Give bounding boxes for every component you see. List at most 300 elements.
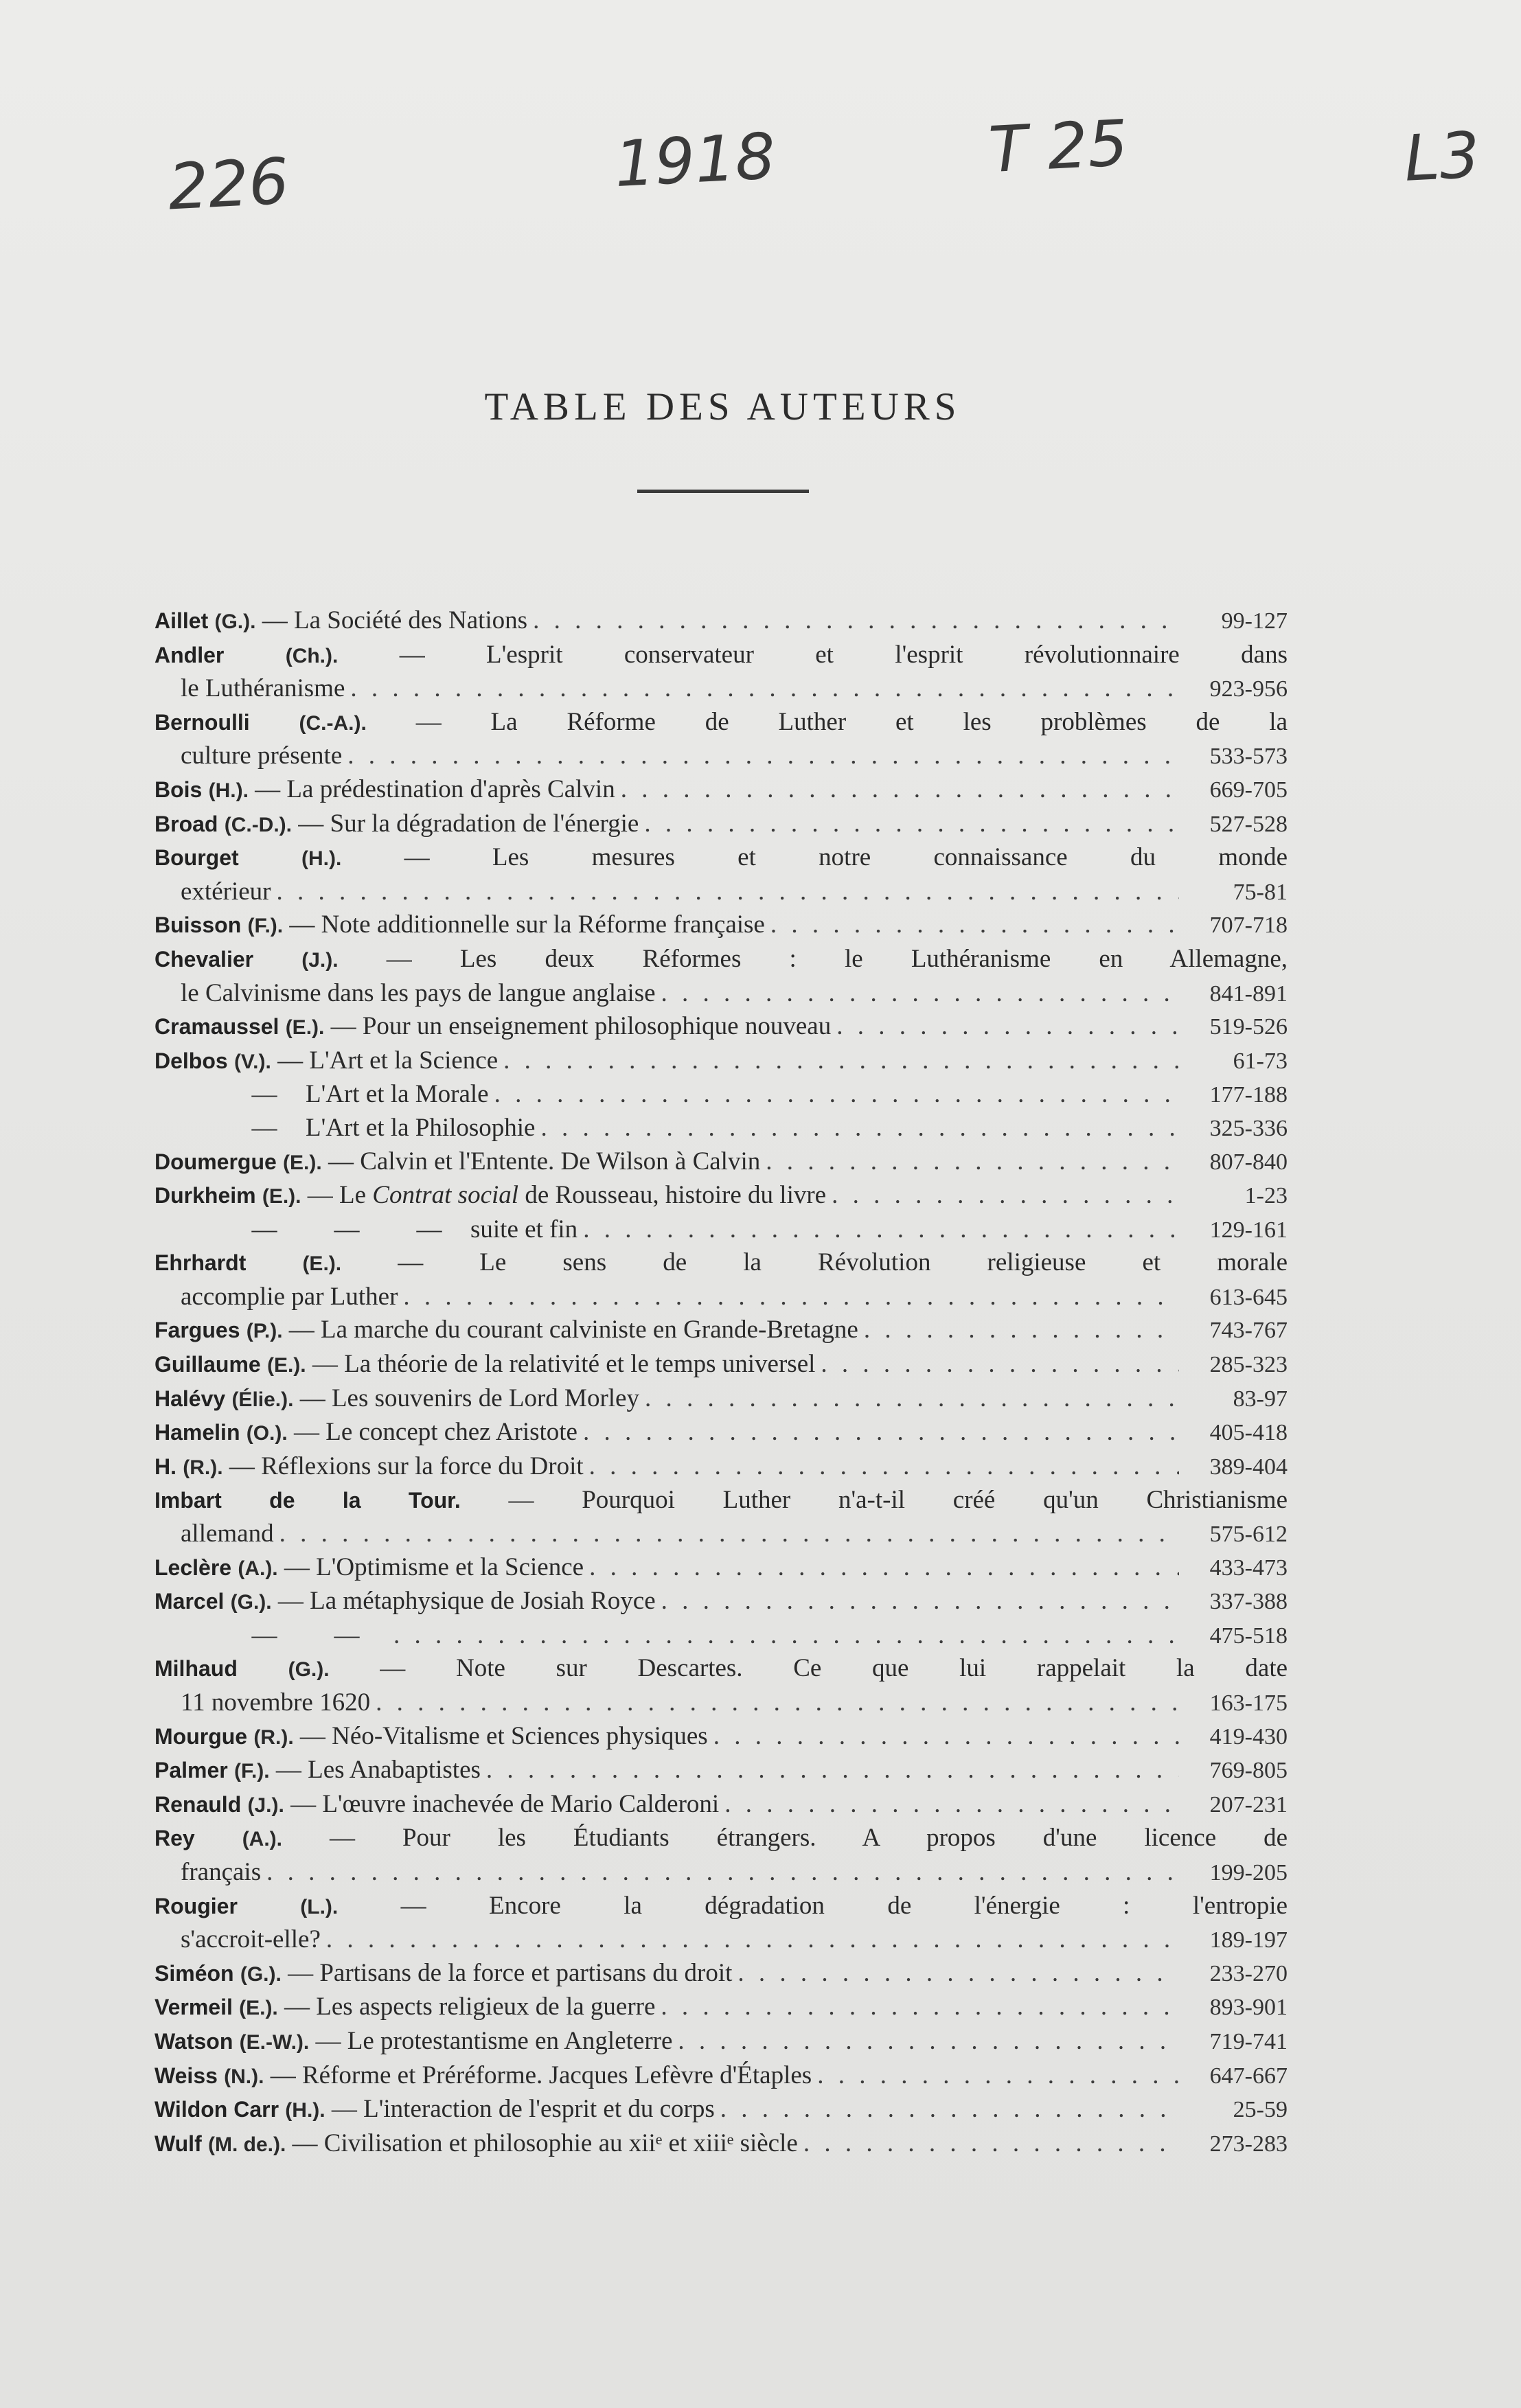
author-name: Delbos: [155, 1048, 228, 1073]
entry-line: [155, 1450, 1288, 1484]
work-title-cont: culture présente: [181, 742, 343, 770]
entry-text: [155, 1112, 535, 1145]
author-initials: (O.).: [246, 1422, 288, 1445]
page-range: 769-805: [1209, 1758, 1288, 1784]
work-title: — La théorie de la relativité et le temps universel: [312, 1350, 816, 1379]
leader-dots: [621, 773, 1179, 806]
entry-text: [155, 1652, 1288, 1686]
index-entry: [155, 1348, 1288, 1382]
index-entry: [155, 1246, 1288, 1314]
index-entry: [155, 1991, 1288, 2025]
author-name: Durkheim: [155, 1183, 256, 1208]
page-range: 1-23: [1244, 1183, 1288, 1209]
leader-dots: [486, 1754, 1179, 1787]
entry-text: [155, 1145, 760, 1180]
author-initials: (G.).: [240, 1962, 282, 1986]
author-name: Leclère: [155, 1555, 232, 1580]
entry-line: [155, 604, 1288, 639]
entry-text: [155, 1314, 858, 1348]
author-name: Mourgue: [155, 1723, 248, 1749]
entry-line: [155, 875, 1288, 909]
index-entry: [155, 639, 1288, 706]
entry-text: [155, 841, 1288, 875]
author-initials: (E.).: [239, 1997, 278, 2020]
entry-line: [155, 1856, 1288, 1890]
leader-dots: [393, 1619, 1179, 1652]
leader-dots: [589, 1551, 1179, 1584]
entry-text: [155, 1213, 577, 1246]
author-name: Hamelin: [155, 1420, 240, 1445]
work-title-cont: extérieur: [181, 877, 271, 906]
entry-line: [155, 1213, 1288, 1247]
entry-line: [155, 943, 1288, 977]
work-title: — Pour un enseignement philosophique nouveau: [330, 1012, 832, 1041]
author-name: Broad: [155, 811, 218, 836]
author-name: Buisson: [155, 913, 242, 938]
work-title: — Note sur Descartes. Ce que lui rappelait la date: [380, 1654, 1288, 1683]
entry-text: [155, 807, 639, 842]
entry-line: [155, 1686, 1288, 1720]
entry-text: [155, 1754, 481, 1788]
author-name: Siméon: [155, 1960, 234, 1986]
leader-dots: [645, 1382, 1179, 1415]
author-name: Wildon Carr: [155, 2097, 279, 2122]
leader-dots: [821, 1348, 1179, 1381]
handwritten-mark: 226: [166, 144, 291, 225]
index-entry: [155, 841, 1288, 908]
index-entry: [155, 1619, 1288, 1653]
author-initials: (J.).: [247, 1793, 284, 1817]
author-initials: (F.).: [233, 1760, 270, 1783]
page-range: 419-430: [1209, 1723, 1288, 1750]
work-title: de Rousseau, histoire du livre: [518, 1181, 827, 1210]
index-entry: [155, 1720, 1288, 1754]
index-entry: [155, 908, 1288, 943]
title-rule: [637, 490, 809, 493]
page-range: 325-336: [1209, 1115, 1288, 1141]
author-name: Bourget: [155, 845, 239, 871]
index-entry: [155, 1382, 1288, 1417]
index-entry: [155, 1822, 1288, 1889]
ditto-dash: —: [251, 1113, 277, 1142]
work-title: L'Art et la Philosophie: [306, 1113, 536, 1142]
entry-line: [155, 1822, 1288, 1856]
page-range: 337-388: [1209, 1589, 1288, 1615]
entry-text: [155, 1382, 639, 1417]
author-name: Andler: [155, 642, 225, 667]
author-name: Guillaume: [155, 1352, 261, 1377]
entry-line: [155, 2025, 1288, 2059]
entry-line: [155, 1416, 1288, 1450]
index-entry: [155, 1179, 1288, 1213]
entry-line: [155, 1551, 1288, 1585]
work-title-cont: accomplie par Luther: [181, 1282, 398, 1311]
work-title: — La marche du courant calviniste en Grande-Bretagne: [288, 1316, 858, 1344]
page-range: 163-175: [1209, 1690, 1288, 1716]
page-range: 233-270: [1209, 1960, 1288, 1986]
leader-dots: [803, 2127, 1179, 2160]
ditto-dash: —: [416, 1215, 442, 1243]
entry-text: [155, 2127, 798, 2162]
entry-line: [155, 1788, 1288, 1822]
leader-dots: [494, 1078, 1179, 1111]
leader-dots: [724, 1788, 1179, 1821]
index-entry: [155, 1551, 1288, 1585]
work-title: — La prédestination d'après Calvin: [255, 775, 615, 803]
work-title: — Les deux Réformes : le Luthéranisme en Allemagne,: [386, 944, 1288, 973]
index-entry: [155, 2127, 1288, 2162]
page-range: 841-891: [1209, 981, 1288, 1007]
author-name: Ehrhardt: [155, 1250, 247, 1276]
author-name: Renauld: [155, 1791, 242, 1817]
author-initials: (Élie.).: [231, 1388, 294, 1411]
leader-dots: [661, 1991, 1179, 2023]
entry-line: [155, 841, 1288, 875]
work-title-cont: le Luthéranisme: [181, 674, 345, 703]
leader-dots: [503, 1044, 1179, 1077]
entry-line: [155, 2059, 1288, 2094]
work-title-italic: Contrat social: [372, 1181, 519, 1210]
index-entry: [155, 1145, 1288, 1180]
entry-line: [155, 773, 1288, 807]
entry-text: [155, 1788, 719, 1822]
page-range: 273-283: [1209, 2131, 1288, 2157]
author-name: Fargues: [155, 1318, 240, 1343]
entry-text: [155, 1957, 732, 1991]
index-entry: [155, 1078, 1288, 1112]
page-range: 613-645: [1209, 1284, 1288, 1310]
page-range: 893-901: [1209, 1995, 1288, 2021]
work-title: — L'Art et la Science: [277, 1046, 499, 1075]
page-range: 923-956: [1209, 676, 1288, 702]
work-title: — L'esprit conservateur et l'esprit révolutionnaire dans: [399, 640, 1288, 669]
entry-line: [155, 1010, 1288, 1044]
index-entry: [155, 1890, 1288, 1957]
author-initials: (J.).: [301, 948, 339, 972]
entry-text: [155, 1348, 815, 1382]
entry-text: [155, 1010, 831, 1044]
entry-text: [155, 1822, 1288, 1856]
index-entry: [155, 1044, 1288, 1079]
work-title: L'Art et la Morale: [306, 1080, 489, 1109]
author-initials: (L.).: [300, 1895, 339, 1918]
author-initials: (C.-A.).: [299, 711, 367, 735]
work-title: — Réforme et Préréforme. Jacques Lefèvre d'Étaples: [270, 2061, 812, 2089]
page-range: 527-528: [1209, 811, 1288, 837]
author-name: Wulf: [155, 2131, 202, 2156]
page-range: 533-573: [1209, 744, 1288, 770]
index-entry: [155, 706, 1288, 773]
author-name: Aillet: [155, 608, 209, 633]
entry-line: [155, 1957, 1288, 1991]
page-range: 519-526: [1209, 1014, 1288, 1040]
entry-line: [155, 1754, 1288, 1788]
entry-text: [155, 1179, 826, 1213]
work-title: — Le protestantisme en Angleterre: [315, 2026, 673, 2055]
leader-dots: [589, 1450, 1179, 1483]
leader-dots: [583, 1416, 1179, 1449]
entry-line: [155, 807, 1288, 842]
index-entry: [155, 1010, 1288, 1044]
author-name: H.: [155, 1454, 176, 1479]
author-name: Weiss: [155, 2063, 218, 2088]
leader-dots: [540, 1112, 1179, 1145]
entry-line: [155, 1246, 1288, 1281]
index-entry: [155, 604, 1288, 639]
work-title: — Civilisation et philosophie au xiiᵉ et xiiiᵉ siècle: [292, 2129, 798, 2157]
entry-text: [155, 1246, 1288, 1281]
work-title-cont: le Calvinisme dans les pays de langue anglaise: [181, 978, 656, 1007]
page-range: 647-667: [1209, 2063, 1288, 2089]
work-title: suite et fin: [470, 1215, 578, 1243]
index-entry: [155, 1213, 1288, 1247]
entry-text: [155, 2059, 812, 2094]
entry-line: [155, 1619, 1288, 1653]
work-title: — Encore la dégradation de l'énergie : l'entropie: [400, 1891, 1288, 1920]
work-title: — L'œuvre inachevée de Mario Calderoni: [290, 1789, 720, 1818]
author-initials: (G.).: [230, 1591, 272, 1614]
entry-line: [155, 1923, 1288, 1957]
author-name: Halévy: [155, 1386, 226, 1411]
author-initials: (E.-W.).: [239, 2030, 310, 2054]
author-initials: (E.).: [262, 1185, 301, 1208]
entry-line: [155, 1112, 1288, 1145]
ditto-dash: —: [251, 1215, 277, 1243]
page-range: 433-473: [1209, 1555, 1288, 1581]
work-title: — La Société des Nations: [262, 606, 528, 634]
page-range: 575-612: [1209, 1522, 1288, 1548]
work-title: — Les Anabaptistes: [275, 1756, 481, 1785]
author-name: Doumergue: [155, 1149, 277, 1174]
ditto-dash: —: [334, 1215, 360, 1243]
leader-dots: [836, 1010, 1179, 1043]
work-title: — Le sens de la Révolution religieuse et morale: [398, 1248, 1288, 1277]
index-entry: [155, 1957, 1288, 1991]
entry-line: [155, 1517, 1288, 1551]
entry-line: [155, 1382, 1288, 1417]
entry-text: [155, 604, 527, 639]
entry-text: [155, 1551, 584, 1585]
author-initials: (H.).: [301, 847, 342, 871]
entry-line: [155, 1078, 1288, 1112]
page-range: 75-81: [1233, 879, 1288, 905]
page-range: 719-741: [1209, 2028, 1288, 2054]
author-initials: (A.).: [242, 1828, 283, 1851]
handwritten-mark: L3: [1402, 118, 1482, 196]
index-entry: [155, 1450, 1288, 1484]
author-name: Bois: [155, 777, 203, 802]
work-title: — Réflexions sur la force du Droit: [229, 1452, 584, 1480]
work-title: — Pour les Étudiants étrangers. A propos d'une licence de: [330, 1824, 1288, 1853]
index-entry: [155, 1416, 1288, 1450]
leader-dots: [661, 1585, 1179, 1618]
entry-line: [155, 1044, 1288, 1079]
author-initials: (E.).: [302, 1252, 342, 1276]
entry-line: [155, 1991, 1288, 2025]
author-initials: (H.).: [208, 779, 249, 802]
entry-line: [155, 639, 1288, 673]
page-range: 475-518: [1209, 1622, 1288, 1649]
index-entry: [155, 1314, 1288, 1348]
entry-text: [155, 1416, 577, 1450]
author-name: Palmer: [155, 1758, 228, 1783]
leader-dots: [737, 1957, 1179, 1990]
work-title: — La Réforme de Luther et les problèmes de la: [415, 707, 1288, 736]
entry-text: [155, 2025, 672, 2059]
author-name: Rey: [155, 1826, 195, 1851]
page-range: 669-705: [1209, 777, 1288, 803]
work-title: — Calvin et l'Entente. De Wilson à Calvin: [328, 1147, 761, 1176]
author-name: Chevalier: [155, 946, 254, 972]
work-title: — Le concept chez Aristote: [293, 1418, 577, 1447]
work-title-cont: français: [181, 1857, 262, 1886]
page-range: 405-418: [1209, 1420, 1288, 1446]
entry-text: [155, 943, 1288, 977]
index-entry: [155, 1484, 1288, 1550]
author-initials: (M. de.).: [207, 2133, 286, 2156]
author-name: Marcel: [155, 1589, 225, 1614]
leader-dots: [266, 1856, 1179, 1889]
leader-dots: [403, 1281, 1179, 1314]
entry-text: [155, 1484, 1288, 1517]
work-title-cont: 11 novembre 1620: [181, 1688, 371, 1717]
author-name: Cramaussel: [155, 1014, 279, 1040]
author-initials: (R.).: [183, 1456, 223, 1479]
leader-dots: [583, 1213, 1179, 1246]
index-entry: [155, 2059, 1288, 2094]
work-title: — Les souvenirs de Lord Morley: [299, 1384, 639, 1412]
work-title: — La métaphysique de Josiah Royce: [277, 1587, 656, 1616]
author-name: Rougier: [155, 1893, 238, 1918]
page-range: 389-404: [1209, 1454, 1288, 1480]
handwritten-mark: T 25: [987, 106, 1130, 187]
page-range: 61-73: [1233, 1048, 1288, 1074]
entry-line: [155, 1890, 1288, 1924]
page-range: 189-197: [1209, 1927, 1288, 1953]
page-title: TABLE DES AUTEURS: [484, 385, 961, 428]
entry-line: [155, 908, 1288, 943]
ditto-dash: —: [251, 1080, 277, 1109]
leader-dots: [350, 672, 1179, 705]
leader-dots: [326, 1923, 1179, 1956]
index-entry: [155, 1112, 1288, 1145]
entry-text: [155, 773, 615, 807]
leader-dots: [766, 1145, 1179, 1178]
page-range: 807-840: [1209, 1149, 1288, 1175]
page-range: 707-718: [1209, 913, 1288, 939]
entry-line: [155, 2127, 1288, 2162]
entry-text: [155, 1619, 388, 1652]
ditto-dash: —: [251, 1620, 277, 1649]
leader-dots: [376, 1686, 1179, 1719]
author-name: Bernoulli: [155, 709, 250, 735]
entry-text: [155, 1044, 498, 1079]
leader-dots: [678, 2025, 1179, 2058]
index-entry: [155, 2093, 1288, 2127]
page-range: 25-59: [1233, 2097, 1288, 2123]
entry-line: [155, 739, 1288, 773]
leader-dots: [347, 739, 1179, 772]
leader-dots: [832, 1179, 1179, 1212]
page-range: 199-205: [1209, 1859, 1288, 1885]
author-initials: (E.).: [266, 1354, 306, 1377]
leader-dots: [713, 1720, 1179, 1753]
index-entry: [155, 2025, 1288, 2059]
author-initials: (E.).: [285, 1016, 325, 1040]
leader-dots: [817, 2059, 1179, 2092]
entry-text: [155, 1450, 584, 1484]
leader-dots: [720, 2093, 1179, 2126]
author-initials: (H.).: [285, 2099, 325, 2122]
page-range: 743-767: [1209, 1318, 1288, 1344]
entry-line: [155, 1585, 1288, 1619]
page-range: 177-188: [1209, 1082, 1288, 1108]
author-initials: (G.).: [288, 1658, 330, 1682]
index-entry: [155, 943, 1288, 1010]
entry-text: [155, 2093, 715, 2127]
leader-dots: [279, 1517, 1179, 1550]
author-initials: (A.).: [238, 1557, 278, 1580]
entry-line: [155, 1720, 1288, 1754]
work-title: — Le: [307, 1181, 373, 1210]
page-range: 129-161: [1209, 1217, 1288, 1243]
author-index: [155, 604, 1288, 2161]
author-initials: (C.-D.).: [224, 813, 293, 836]
entry-line: [155, 1281, 1288, 1314]
index-entry: [155, 807, 1288, 842]
author-initials: (G.).: [214, 610, 256, 633]
work-title: — Sur la dégradation de l'énergie: [298, 809, 639, 838]
author-name: Imbart de la Tour.: [155, 1488, 461, 1513]
entry-text: [155, 1890, 1288, 1924]
entry-line: [155, 1484, 1288, 1517]
author-initials: (F.).: [247, 915, 284, 938]
work-title-cont: allemand: [181, 1520, 274, 1548]
entry-line: [155, 1652, 1288, 1686]
page-range: 83-97: [1233, 1386, 1288, 1412]
entry-line: [155, 1348, 1288, 1382]
entry-line: [155, 706, 1288, 740]
entry-text: [155, 706, 1288, 740]
entry-line: [155, 977, 1288, 1011]
entry-line: [155, 672, 1288, 706]
entry-text: [155, 1720, 708, 1754]
author-initials: (Ch.).: [285, 644, 339, 667]
leader-dots: [276, 875, 1179, 908]
author-initials: (N.).: [224, 2065, 264, 2088]
entry-line: [155, 1179, 1288, 1213]
index-entry: [155, 773, 1288, 807]
entry-text: [155, 1991, 655, 2025]
work-title: — L'interaction de l'esprit et du corps: [331, 2095, 715, 2124]
entry-text: [155, 1585, 656, 1619]
work-title: — Partisans de la force et partisans du droit: [288, 1958, 733, 1987]
index-entry: [155, 1585, 1288, 1619]
author-initials: (R.).: [253, 1725, 294, 1749]
leader-dots: [533, 604, 1179, 637]
page-range: 207-231: [1209, 1791, 1288, 1818]
author-name: Milhaud: [155, 1656, 238, 1682]
entry-line: [155, 1314, 1288, 1348]
handwritten-mark: 1918: [613, 119, 777, 202]
author-name: Vermeil: [155, 1995, 233, 2020]
leader-dots: [644, 807, 1179, 840]
author-initials: (E.).: [283, 1151, 322, 1174]
entry-text: [155, 639, 1288, 673]
work-title: — Les mesures et notre connaissance du monde: [404, 843, 1288, 872]
leader-dots: [770, 908, 1179, 941]
index-entry: [155, 1754, 1288, 1788]
